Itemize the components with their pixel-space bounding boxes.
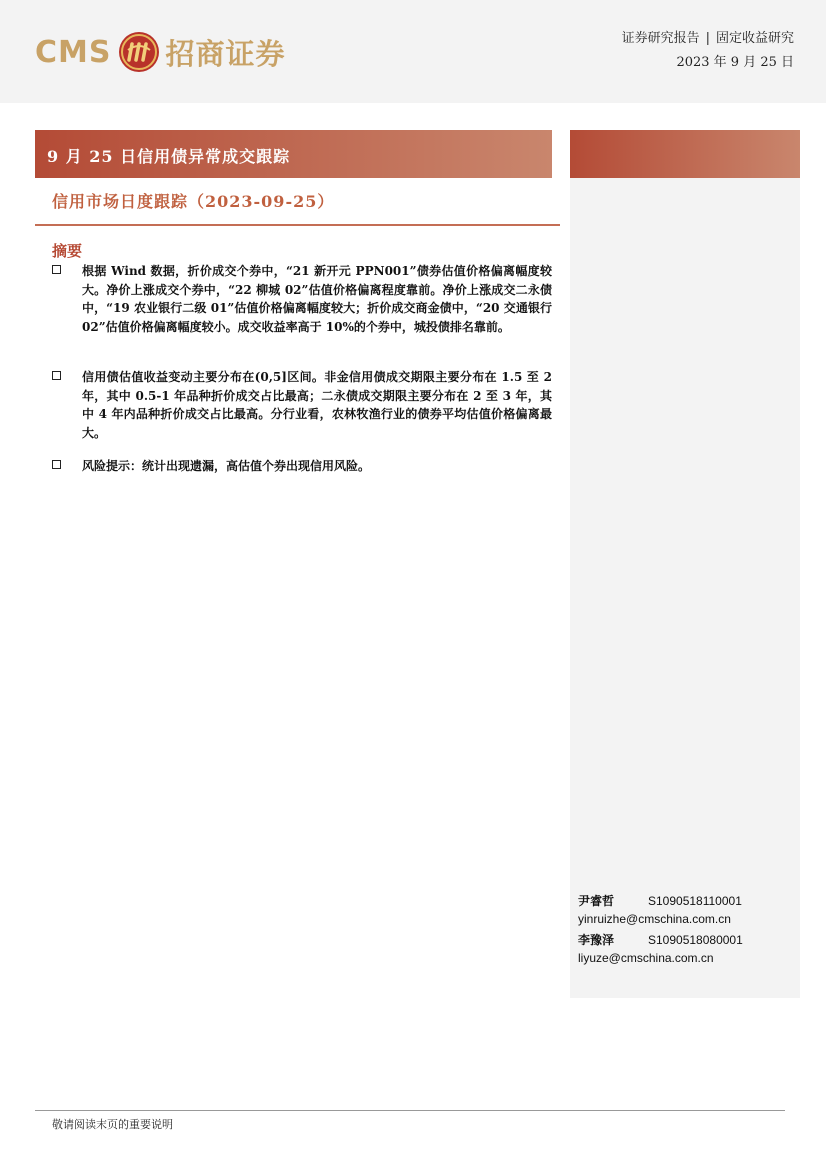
logo-chinese: 招商证券 [165,36,286,71]
summary-bullet [52,262,552,336]
report-subtitle: 信用市场日度跟踪（2023-09-25） [52,192,335,211]
summary-bullet-text: 风险提示：统计出现遗漏，高估值个券出现信用风险。 [82,459,371,473]
footer-note: 敬请阅读末页的重要说明 [52,1118,173,1131]
subtitle-divider [35,224,560,226]
analyst-email[interactable]: yinruizhe@cmschina.com.cn [578,912,731,926]
analyst-row [578,892,742,909]
summary-heading: 摘要 [52,242,83,260]
report-title: 9 月 25 日信用债异常成交跟踪 [47,147,291,166]
sidebar-panel [570,178,800,998]
report-date: 2023 年 9 月 25 日 [676,55,794,70]
title-bar [35,130,552,178]
checkbox-bullet-icon [52,265,61,274]
footer-divider [35,1110,785,1111]
summary-bullet-text: 根据 Wind 数据，折价成交个券中，“21 新开元 PPN001”债券估值价格偏离幅度较大。净价上涨成交个券中，“22 柳城 02”估值价格偏离程度靠前。净价上涨成交二永债中，“19 农业银行二级 01”估值价格偏离幅度较大；折价成交商金债中，“20 交通银行 02”估值价格偏离幅度较小。成交收益率高于 10%的个券中，城投债排名靠前。 [82,264,552,334]
analyst-name: 尹睿哲 [578,894,615,908]
analyst-license: S1090518110001 [648,894,742,908]
summary-bullet [52,457,552,476]
summary-bullet [52,368,552,442]
header-meta [622,27,794,75]
analyst-email[interactable]: liyuze@cmschina.com.cn [578,951,714,965]
summary-bullet-text: 信用债估值收益变动主要分布在(0,5]区间。非金信用债成交期限主要分布在 1.5 至 2 年，其中 0.5-1 年品种折价成交占比最高；二永债成交期限主要分布在 2 至 3 年，其中 4 年内品种折价成交占比最高。分行业看，农林牧渔行业的债券平均估值价格偏离最大。 [82,370,552,440]
checkbox-bullet-icon [52,371,61,380]
report-category: 固定收益研究 [715,31,794,46]
company-logo [35,28,286,76]
analyst-row [578,931,743,948]
header-separator: | [705,31,710,46]
checkbox-bullet-icon [52,460,61,469]
logo-emblem-icon [117,30,161,74]
sidebar-header-bar [570,130,800,178]
report-type: 证券研究报告 [621,31,700,46]
analyst-name: 李豫泽 [578,933,615,947]
logo-latin: CMS [35,34,112,70]
analyst-license: S1090518080001 [648,933,743,947]
